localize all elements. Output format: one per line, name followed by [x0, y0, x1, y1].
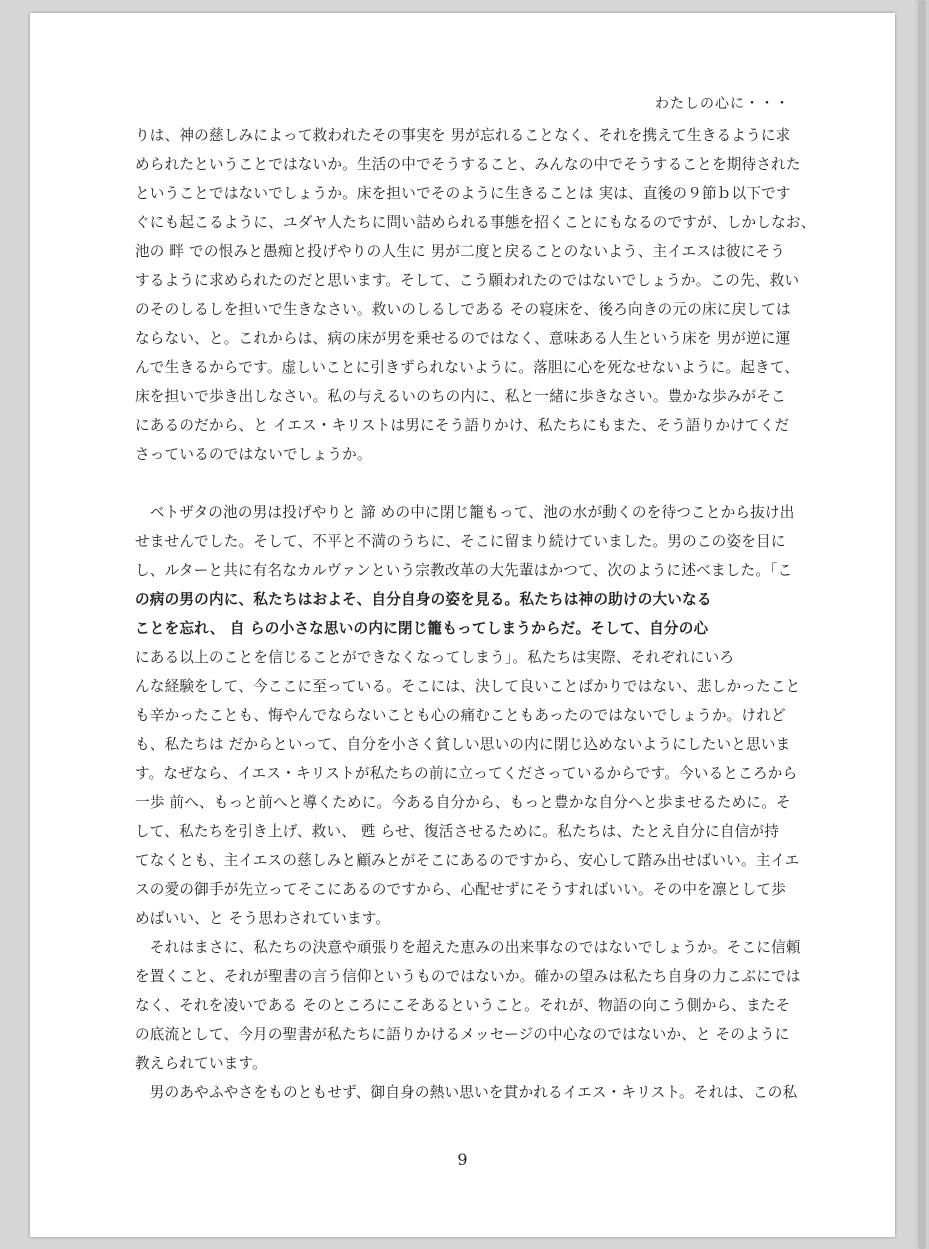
- text-line: ならない、と。これからは、病の床が男を乗せるのではなく、意味ある人生という床を 男が逆に運: [135, 330, 791, 347]
- text-line: するように求められたのだと思います。そして、こう願われたのではないでしょうか。この先、救い: [135, 272, 800, 289]
- text-line: スの愛の御手が先立ってそこにあるのですから、心配せずにそうすればいい。その中を凛として歩: [135, 881, 786, 898]
- text-line: んな経験をして、今ここに至っている。そこには、決して良いことばかりではない、悲しかったこと: [135, 678, 801, 695]
- scrollbar-thumb[interactable]: [918, 0, 926, 1249]
- text-line: の底流として、今月の聖書が私たちに語りかけるメッセージの中心なのではないか、と そのように: [135, 1026, 790, 1043]
- text-line: 一歩 前へ、もっと前へと導くために。今ある自分から、もっと豊かな自分へと歩ませるために。そ: [135, 794, 791, 811]
- text-line: にある以上のことを信じることができなくなってしまう」。私たちは実際、それぞれにいろ: [135, 649, 735, 666]
- text-line: 教えられています。: [135, 1055, 267, 1072]
- text-line: 男のあやふやさをものともせず、御自身の熱い思いを貫かれるイエス・キリスト。それは、この私: [135, 1084, 798, 1101]
- text-line: も、私たちは だからといって、自分を小さく貧しい思いの内に閉じ込めないようにしたいと思いま: [135, 736, 791, 753]
- text-line: せませんでした。そして、不平と不満のうちに、そこに留まり続けていました。男のこの姿を目に: [135, 533, 786, 550]
- text-line: のそのしるしを担いで生きなさい。救いのしるしである その寝床を、後ろ向きの元の床に戻しては: [135, 301, 791, 318]
- text-line: んで生きるからです。虚しいことに引きずられないように。落胆に心を死なせないように。起きて、: [135, 359, 800, 376]
- body-text: [135, 121, 816, 1107]
- text-line: ぐにも起こるように、ユダヤ人たちに問い詰められる事態を招くことにもなるのですが、しかしなお、: [135, 214, 816, 231]
- text-line: [135, 469, 797, 498]
- page-number: 9: [457, 1150, 468, 1169]
- text-line: められたということではないか。生活の中でそうすること、みんなの中でそうすることを期待された: [135, 156, 801, 173]
- text-line: し、ルターと共に有名なカルヴァンという宗教改革の大先輩はかつて、次のように述べました。「こ: [135, 562, 793, 579]
- text-line: ということではないでしょうか。床を担いでそのように生きることは 実は、直後の９節ｂ以下です: [135, 185, 791, 202]
- text-line: めばいい、と そう思わされています。: [135, 910, 391, 927]
- text-line: ことを忘れ、 自 らの小さな思いの内に閉じ籠もってしまうからだ。そして、自分の心: [135, 620, 709, 637]
- text-line: さっているのではないでしょうか。: [135, 446, 372, 463]
- text-line: 床を担いで歩き出しなさい。私の与えるいのちの内に、私と一緒に歩きなさい。豊かな歩みがそこ: [135, 388, 786, 405]
- text-line: ベトザタの池の男は投げやりと 諦 めの中に閉じ籠もって、池の水が動くのを待つことから抜け出: [135, 504, 795, 521]
- text-line: す。なぜなら、イエス・キリストが私たちの前に立ってくださっているからです。今いるところから: [135, 765, 798, 782]
- text-line: して、私たちを引き上げ、救い、 甦 らせ、復活させるために。私たちは、たとえ自分に自信が持: [135, 823, 780, 840]
- text-line: を置くこと、それが聖書の言う信仰というものではないか。確かの望みは私たち自身の力こぶにでは: [135, 968, 801, 985]
- page-header: わたしの心に・・・: [655, 96, 790, 112]
- text-line: りは、神の慈しみによって救われたその事実を 男が忘れることなく、それを携えて生きるように求: [135, 127, 791, 144]
- text-line: なく、それを凌いである そのところにこそあるということ。それが、物語の向こう側から、またそ: [135, 997, 791, 1014]
- text-line: それはまさに、私たちの決意や頑張りを超えた恵みの出来事なのではないでしょうか。そこに信頼: [135, 939, 801, 956]
- text-line: てなくとも、主イエスの慈しみと顧みとがそこにあるのですから、安心して踏み出せばいい。主イエ: [135, 852, 800, 869]
- text-line: も辛かったことも、悔やんでならないことも心の痛むこともあったのではないでしょうか。けれど: [135, 707, 786, 724]
- scrollbar-track[interactable]: [915, 0, 929, 1249]
- document-page: [30, 13, 895, 1237]
- text-line: にあるのだから、と イエス・キリストは男にそう語りかけ、私たちにもまた、そう語りかけてくだ: [135, 417, 790, 434]
- text-line: の病の男の内に、私たちはおよそ、自分自身の姿を見る。私たちは神の助けの大いなる: [135, 591, 712, 608]
- text-line: 池の 畔 での恨みと愚痴と投げやりの人生に 男が二度と戻ることのないよう、主イエスは彼にそう: [135, 243, 786, 260]
